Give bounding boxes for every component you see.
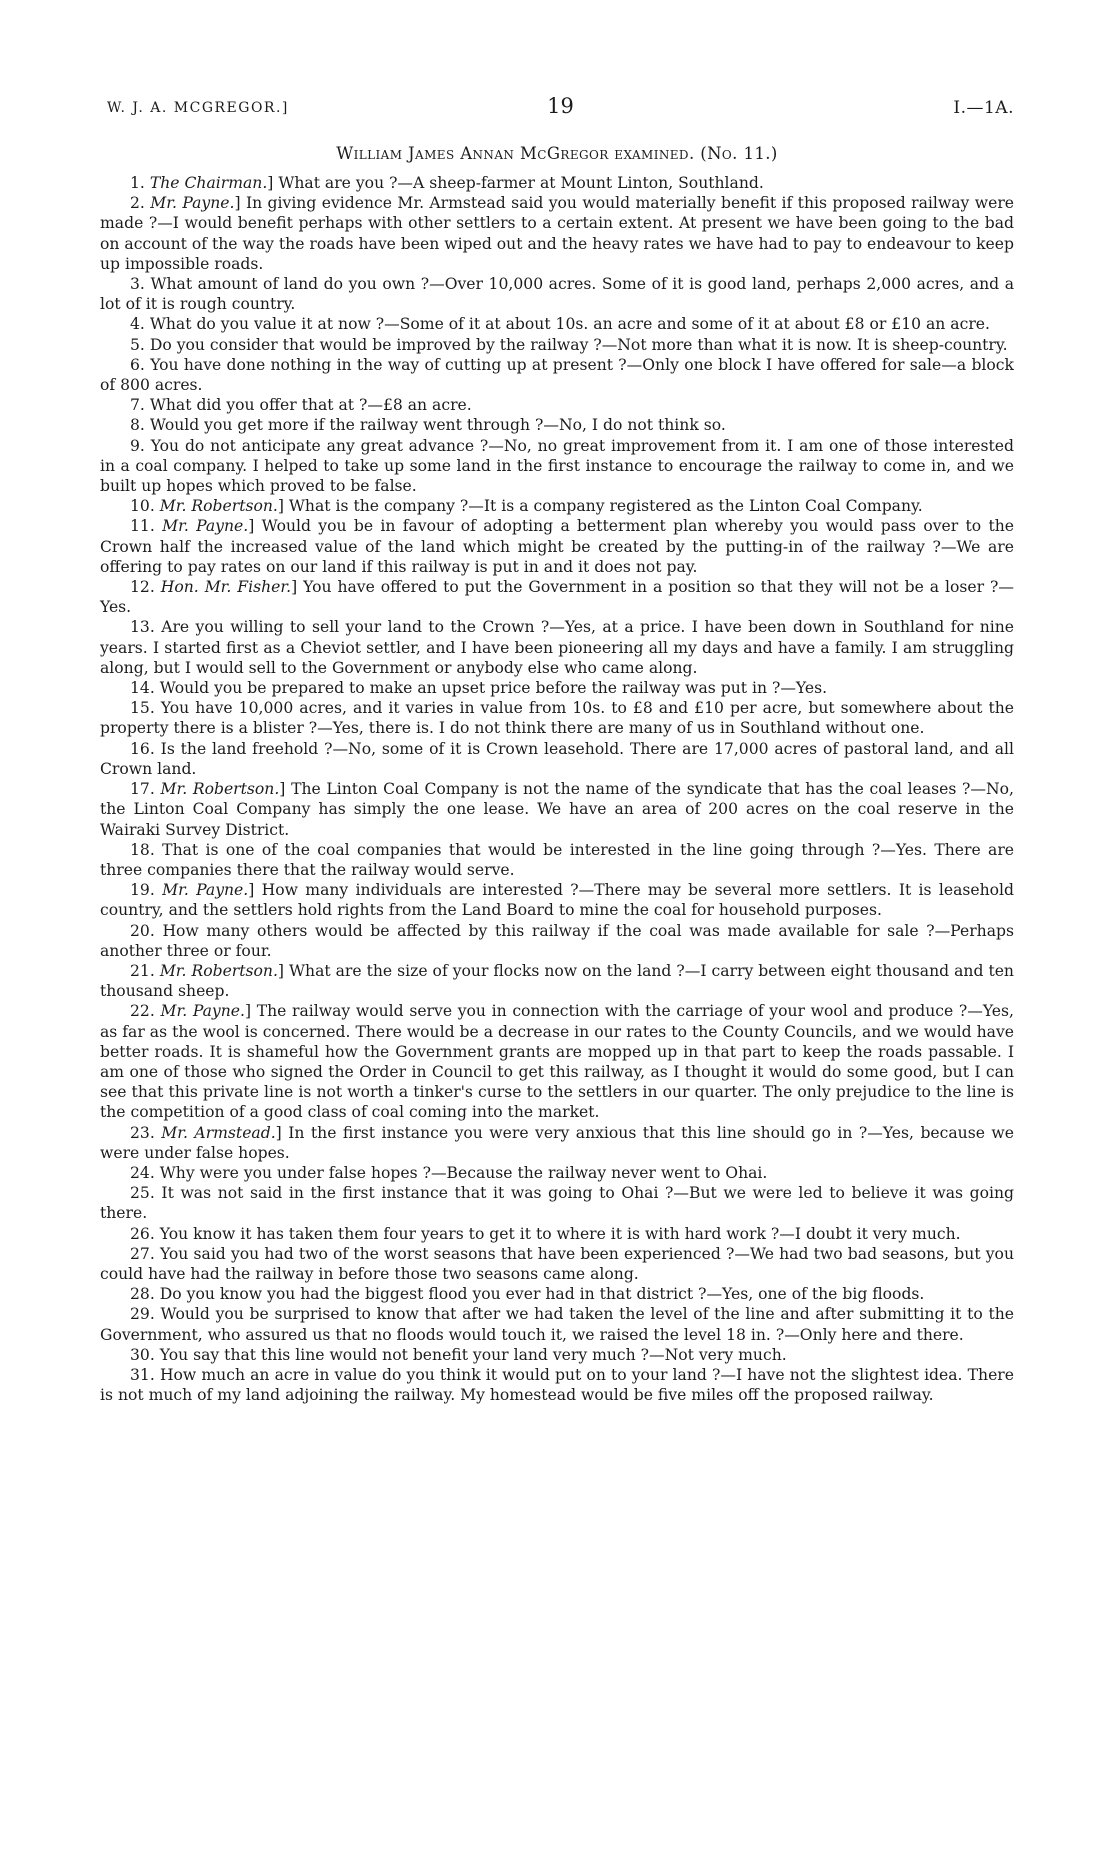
evidence-paragraph <box>100 840 1014 880</box>
evidence-paragraph <box>100 1365 1014 1405</box>
question-number: 12. <box>130 578 155 597</box>
speaker-name: Mr. Robertson. <box>159 961 278 980</box>
evidence-paragraph <box>100 395 1014 415</box>
evidence-paragraph <box>100 1284 1014 1304</box>
evidence-paragraph <box>100 739 1014 779</box>
question-answer-text: You do not anticipate any great advance ?—No, no great improvement from it. I am one of those interested in a coal company. I helped to take up some land in the first instance to encourage the railway to come in, and we built up hopes which proved to be false. <box>100 436 1014 496</box>
evidence-paragraph <box>100 1345 1014 1365</box>
question-number: 28. <box>130 1285 155 1304</box>
evidence-paragraph: 23. Mr. Armstead.] In the first instance you were very anxious that this line should go in ?—Yes, because we were under false hopes. <box>100 1123 1014 1162</box>
witness-heading: William James Annan McGregor examined. (No. 11.) <box>336 144 778 163</box>
question-answer-text: Are you willing to sell your land to the Crown ?—Yes, at a price. I have been down in Southland for nine years. I started first as a Cheviot settler, and I have been pioneering all my days and have a family. I am struggling along, but I would sell to the Government or anybody else who came along. <box>100 618 1014 677</box>
evidence-paragraph: 19. Mr. Payne.] How many individuals are interested ?—There may be several more settlers. It is leasehold country, and the settlers hold rights from the Land Board to mine the coal for household purposes. <box>100 881 1015 920</box>
question-answer-text: It was not said in the first instance that it was going to Ohai ?—But we were led to believe it was going there. <box>100 1184 1014 1223</box>
header-witness-name: W. J. A. MCGREGOR.] <box>107 100 289 116</box>
evidence-paragraph: 1. The Chairman.] What are you ?—A sheep-farmer at Mount Linton, Southland. <box>130 174 764 192</box>
question-answer-text: That is one of the coal companies that would be interested in the line going through ?—Yes. There are three companies there that the railway would serve. <box>100 840 1014 879</box>
evidence-paragraph <box>100 1304 1014 1344</box>
question-number: 14. <box>130 679 155 698</box>
question-number: 16. <box>130 739 155 758</box>
evidence-paragraph: 22. Mr. Payne.] The railway would serve you in connection with the carriage of your wool and produce ?—Yes, as far as the wool is concerned. There would be a decrease in our rates to the County Councils, and we would have better roads. It is shameful how the Government grants are mopped up in that part to keep the roads passable. I am one of those who signed the Order in Council to get this railway, as I thought it would do some good, but I can see that this private line is not worth a tinker's curse to the settlers in our quarter. The only prejudice to the line is the competition of a good class of coal coming into the market. <box>100 1002 1014 1122</box>
header-paper-reference: I.—1A. <box>953 98 1014 118</box>
speaker-name: Mr. Armstead. <box>161 1123 276 1142</box>
evidence-paragraph <box>100 274 1014 314</box>
question-number: 15. <box>130 699 155 718</box>
evidence-paragraph <box>100 921 1014 961</box>
question-number: 20. <box>130 921 155 940</box>
evidence-paragraph: 21. Mr. Robertson.] What are the size of your flocks now on the land ?—I carry between eight thousand and ten thousand sheep. <box>100 961 1014 1001</box>
question-answer-text: What are the size of your flocks now on the land ?—I carry between eight thousand and ten thousand sheep. <box>100 961 1014 1001</box>
question-number: 17. <box>130 780 155 799</box>
evidence-paragraph <box>100 436 1014 497</box>
question-number: 6. <box>130 355 145 374</box>
question-answer-text: The railway would serve you in connection with the carriage of your wool and produce ?—Yes, as far as the wool is concerned. There would be a decrease in our rates to the County Councils, and we would have better roads. It is shameful how the Government grants are mopped up in that part to keep the roads passable. I am one of those who signed the Order in Council to get this railway, as I thought it would do some good, but I can see that this private line is not worth a tinker's curse to the settlers in our quarter. The only prejudice to the line is the competition of a good class of coal coming into the market. <box>100 1002 1014 1122</box>
question-answer-text: What do you value it at now ?—Some of it at about 10s. an acre and some of it at about £8 or £10 an acre. <box>149 315 990 334</box>
evidence-paragraph <box>100 1163 1014 1183</box>
question-answer-text: How many others would be affected by this railway if the coal was made available for sale ?—Perhaps another three or four. <box>100 921 1014 960</box>
question-answer-text: Do you consider that would be improved by the railway ?—Not more than what it is now. It is sheep-country. <box>149 335 1008 354</box>
speaker-name: Mr. Payne. <box>162 881 249 900</box>
evidence-paragraph: 11. Mr. Payne.] Would you be in favour of adopting a betterment plan whereby you would pass over to the Crown half the increased value of the land which might be created by the putting-in of the railway ?—We are offering to pay rates on our land if this railway is put in and it does not pay. <box>100 517 1014 576</box>
page-number: 19 <box>547 94 574 118</box>
question-number: 2. <box>130 194 145 213</box>
question-answer-text: Would you be surprised to know that after we had taken the level of the line and after submitting it to the Government, who assured us that no floods would touch it, we raised the level 18 in. ?—Only here and there. <box>100 1305 1014 1344</box>
question-number: 1. <box>130 174 145 192</box>
question-number: 18. <box>130 840 155 859</box>
question-answer-text: Would you be prepared to make an upset price before the railway was put in ?—Yes. <box>159 679 828 698</box>
question-number: 22. <box>130 1002 155 1021</box>
question-number: 26. <box>130 1224 155 1243</box>
question-number: 3. <box>130 275 145 294</box>
question-answer-text: The Linton Coal Company is not the name of the syndicate that has the coal leases ?—No, the Linton Coal Company has simply the one lease. We have an area of 200 acres on the coal reserve in the Wairaki Survey District. <box>100 780 1014 839</box>
running-header <box>107 96 1014 120</box>
question-number: 4. <box>130 315 145 334</box>
speaker-name: Mr. Robertson. <box>159 497 278 516</box>
question-answer-text: You have offered to put the Government in a position so that they will not be a loser ?—Yes. <box>100 578 1014 617</box>
question-number: 29. <box>130 1305 155 1324</box>
question-answer-text: Is the land freehold ?—No, some of it is Crown leasehold. There are 17,000 acres of pastoral land, and all Crown land. <box>100 739 1014 778</box>
evidence-paragraph <box>100 698 1014 738</box>
question-answer-text: In giving evidence Mr. Armstead said you would materially benefit if this proposed railway were made ?—I would benefit perhaps with other settlers to a certain extent. At present we have been going to the bad on account of the way the roads have been wiped out and the heavy rates we have had to pay to endeavour to keep up impossible roads. <box>100 194 1014 273</box>
evidence-paragraph <box>100 1244 1014 1284</box>
question-answer-text: In the first instance you were very anxious that this line should go in ?—Yes, because we were under false hopes. <box>100 1123 1014 1162</box>
question-answer-text: What is the company ?—It is a company registered as the Linton Coal Company. <box>288 497 923 516</box>
question-number: 21. <box>130 961 155 980</box>
evidence-paragraph <box>100 1183 1014 1223</box>
evidence-paragraph <box>100 335 1014 355</box>
question-answer-text: You know it has taken them four years to get it to where it is with hard work ?—I doubt it very much. <box>159 1224 961 1243</box>
question-number: 5. <box>130 335 145 354</box>
question-answer-text: What did you offer that at ?—£8 an acre. <box>149 396 472 415</box>
question-answer-text: You say that this line would not benefit your land very much ?—Not very much. <box>159 1345 787 1364</box>
question-number: 7. <box>130 396 145 415</box>
question-number: 10. <box>130 497 155 516</box>
speaker-name: The Chairman. <box>149 174 268 192</box>
question-answer-text: Do you know you had the biggest flood you ever had in that district ?—Yes, one of the big floods. <box>159 1285 925 1304</box>
speaker-name: Mr. Payne. <box>160 1002 245 1021</box>
question-answer-text: How many individuals are interested ?—There may be several more settlers. It is leasehold country, and the settlers hold rights from the Land Board to mine the coal for household purposes. <box>100 881 1015 920</box>
question-number: 31. <box>130 1365 155 1384</box>
evidence-body <box>100 173 1014 1405</box>
speaker-name: Hon. Mr. Fisher. <box>160 578 292 597</box>
evidence-paragraph <box>100 1224 1014 1244</box>
speaker-name: Mr. Payne. <box>162 517 249 536</box>
evidence-paragraph <box>100 314 1014 334</box>
question-number: 19. <box>130 881 155 900</box>
question-answer-text: What are you ?—A sheep-farmer at Mount Linton, Southland. <box>278 174 764 192</box>
question-number: 23. <box>130 1123 155 1142</box>
speaker-name: Mr. Payne. <box>150 194 235 213</box>
evidence-paragraph <box>100 678 1014 698</box>
question-answer-text: Why were you under false hopes ?—Because the railway never went to Ohai. <box>159 1163 768 1182</box>
evidence-paragraph: 2. Mr. Payne.] In giving evidence Mr. Armstead said you would materially benefit if this proposed railway were made ?—I would benefit perhaps with other settlers to a certain extent. At present we have been going to the bad on account of the way the roads have been wiped out and the heavy rates we have had to pay to endeavour to keep up impossible roads. <box>100 194 1014 273</box>
question-number: 24. <box>130 1163 155 1182</box>
question-answer-text: Would you be in favour of adopting a betterment plan whereby you would pass over to the Crown half the increased value of the land which might be created by the putting-in of the railway ?—We are offering to pay rates on our land if this railway is put in and it does not pay. <box>100 517 1014 576</box>
question-number: 11. <box>130 517 155 536</box>
evidence-paragraph <box>100 355 1014 395</box>
question-number: 30. <box>130 1345 155 1364</box>
question-number: 8. <box>130 416 145 435</box>
question-number: 9. <box>130 436 145 455</box>
question-answer-text: What amount of land do you own ?—Over 10,000 acres. Some of it is good land, perhaps 2,000 acres, and a lot of it is rough country. <box>100 275 1014 314</box>
question-answer-text: How much an acre in value do you think it would put on to your land ?—I have not the slightest idea. There is not much of my land adjoining the railway. My homestead would be five miles off the proposed railway. <box>100 1365 1014 1405</box>
evidence-paragraph <box>100 617 1014 678</box>
speaker-name: Mr. Robertson. <box>160 780 280 799</box>
evidence-paragraph <box>100 415 1014 435</box>
question-answer-text: Would you get more if the railway went through ?—No, I do not think so. <box>149 416 726 435</box>
evidence-paragraph: 12. Hon. Mr. Fisher.] You have offered to put the Government in a position so that they will not be a loser ?—Yes. <box>100 578 1014 617</box>
question-answer-text: You said you had two of the worst seasons that have been experienced ?—We had two bad seasons, but you could have had the railway in before those two seasons came along. <box>100 1244 1014 1283</box>
evidence-paragraph: 10. Mr. Robertson.] What is the company ?—It is a company registered as the Linton Coal Company. <box>130 497 923 516</box>
question-answer-text: You have done nothing in the way of cutting up at present ?—Only one block I have offered for sale—a block of 800 acres. <box>100 355 1014 395</box>
question-number: 27. <box>130 1244 155 1263</box>
question-number: 25. <box>130 1184 155 1203</box>
question-answer-text: You have 10,000 acres, and it varies in value from 10s. to £8 and £10 per acre, but somewhere about the property there is a blister ?—Yes, there is. I do not think there are many of us in Southland without one. <box>100 699 1014 738</box>
question-number: 13. <box>130 618 155 637</box>
evidence-paragraph: 17. Mr. Robertson.] The Linton Coal Company is not the name of the syndicate that has the coal leases ?—No, the Linton Coal Company has simply the one lease. We have an area of 200 acres on the coal reserve in the Wairaki Survey District. <box>100 780 1014 839</box>
